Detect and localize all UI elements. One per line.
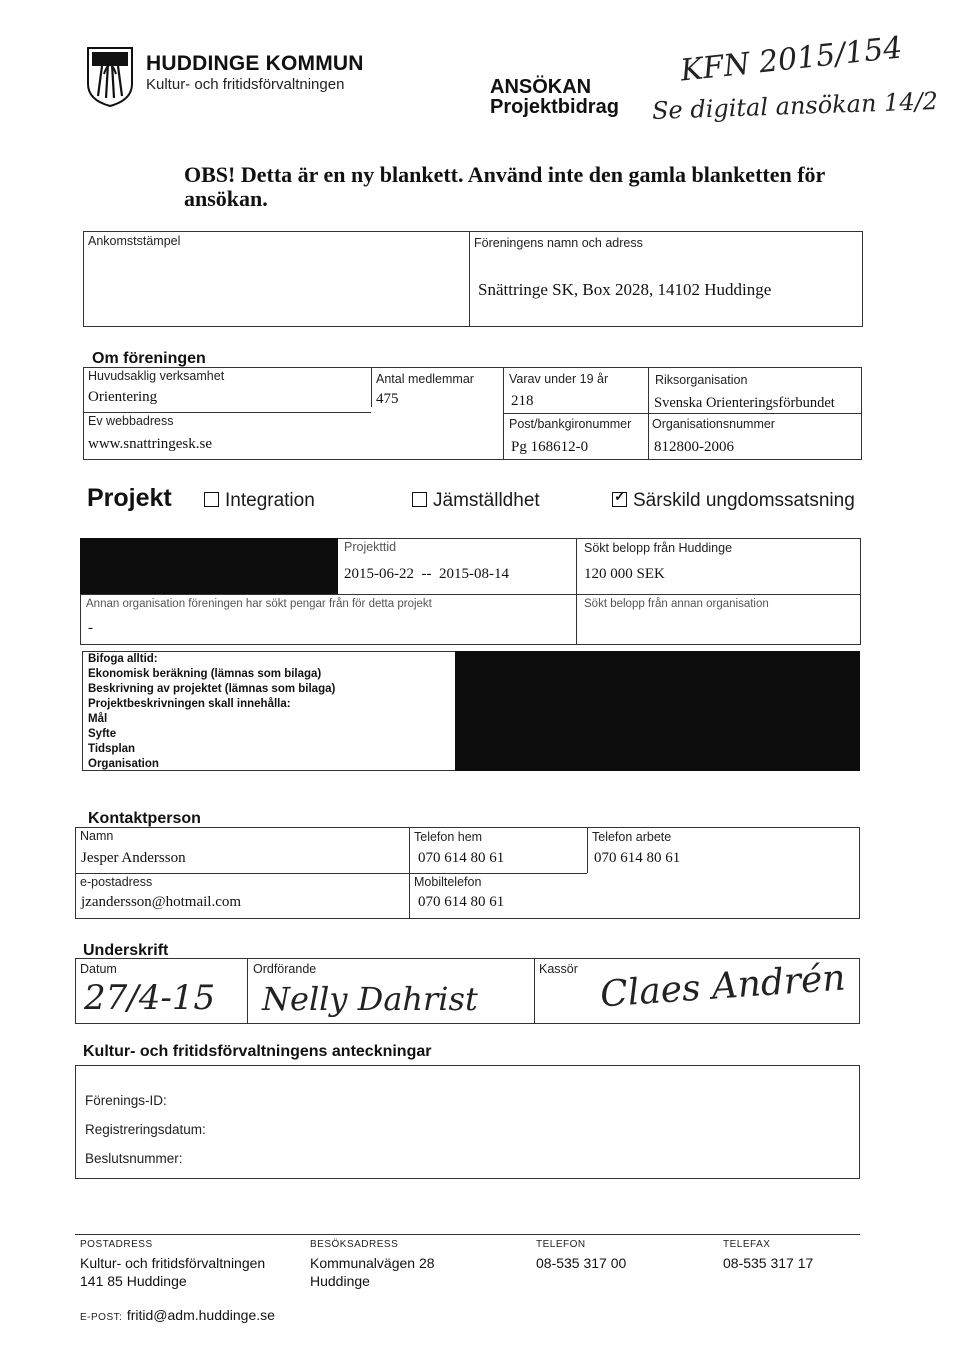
office-section-title: Kultur- och fritidsförvaltningens anteckningar [83, 1043, 432, 1060]
email-label: e-postadress [80, 875, 153, 889]
members-value: 475 [376, 391, 399, 407]
office-field-regdate: Registreringsdatum: [85, 1122, 206, 1137]
option-integration[interactable] [204, 490, 315, 512]
project-time-label: Projekttid [344, 540, 397, 554]
other-org-value: - [88, 620, 93, 636]
attachment-line-3: Beskrivning av projektet (lämnas som bilaga) [88, 683, 336, 695]
chair-signature: Nelly Dahrist [262, 980, 478, 1018]
main-activity-label: Huvudsaklig verksamhet [88, 369, 225, 383]
attachment-line-1: Bifoga alltid: [88, 653, 158, 665]
footer-fax-label: TELEFAX [723, 1239, 771, 1250]
footer-divider [75, 1234, 860, 1235]
office-field-id: Förenings-ID: [85, 1093, 167, 1108]
mobile-value: 070 614 80 61 [418, 894, 505, 910]
youth-label: Särskild ungdomssatsning [633, 490, 855, 511]
footer-phone-value: 08-535 317 00 [536, 1255, 627, 1271]
phone-home-label: Telefon hem [414, 830, 483, 844]
org-subtitle: Kultur- och fritidsförvaltningen [146, 76, 345, 93]
national-org-label: Riksorganisation [655, 373, 748, 387]
under19-value: 218 [511, 393, 534, 409]
footer-visit-label: BESÖKSADRESS [310, 1239, 399, 1250]
signature-section-title: Underskrift [83, 942, 169, 959]
about-section-title: Om föreningen [92, 350, 206, 367]
option-youth[interactable] [612, 490, 855, 512]
equality-checkbox[interactable] [412, 492, 427, 507]
footer-visit-line-2: Huddinge [310, 1273, 370, 1289]
other-amount-label: Sökt belopp från annan organisation [584, 598, 769, 610]
email-value: jzandersson@hotmail.com [81, 894, 242, 910]
phone-home-value: 070 614 80 61 [418, 850, 505, 866]
amount-value: 120 000 SEK [584, 566, 665, 582]
redacted-block-attachments [455, 651, 860, 771]
footer-post-line-2: 141 85 Huddinge [80, 1273, 187, 1289]
handwritten-note: Se digital ansökan 14/2 [651, 87, 939, 125]
stamp-and-association-box [83, 231, 863, 327]
phone-work-value: 070 614 80 61 [594, 850, 681, 866]
attachment-line-7: Tidsplan [88, 743, 136, 755]
association-value: Snättringe SK, Box 2028, 14102 Huddinge [478, 280, 772, 299]
attachment-line-8: Organisation [88, 758, 159, 770]
youth-checkbox[interactable]: ✓ [612, 492, 627, 507]
org-name: HUDDINGE KOMMUN [146, 52, 364, 75]
orgnr-value: 812800-2006 [654, 439, 734, 455]
cashier-label: Kassör [539, 962, 578, 976]
stamp-label: Ankomststämpel [88, 234, 181, 248]
date-value: 27/4-15 [84, 978, 216, 1018]
project-section-title: Projekt [87, 484, 172, 512]
web-value: www.snattringesk.se [88, 436, 213, 452]
contact-section-title: Kontaktperson [88, 810, 201, 827]
giro-value: Pg 168612-0 [511, 439, 589, 455]
handwritten-case-number: KFN 2015/154 [678, 30, 904, 89]
footer-fax-value: 08-535 317 17 [723, 1255, 814, 1271]
attachment-line-6: Syfte [88, 728, 117, 740]
cashier-signature: Claes Andrén [598, 957, 847, 1016]
equality-label: Jämställdhet [433, 490, 540, 511]
contact-name-label: Namn [80, 829, 114, 843]
footer-post-line-1: Kultur- och fritidsförvaltningen [80, 1255, 266, 1271]
main-activity-value: Orientering [88, 389, 158, 405]
doc-title-1: ANSÖKAN [490, 76, 592, 98]
redacted-block-project [80, 538, 338, 594]
office-field-decision: Beslutsnummer: [85, 1151, 183, 1166]
integration-label: Integration [225, 490, 315, 511]
municipality-logo [84, 44, 136, 108]
notice-line-2: ansökan. [184, 186, 268, 211]
members-label: Antal medlemmar [376, 372, 474, 386]
web-label: Ev webbadress [88, 414, 174, 428]
attachment-line-5: Mål [88, 713, 108, 725]
attachment-line-2: Ekonomisk beräkning (lämnas som bilaga) [88, 668, 322, 680]
footer-phone-label: TELEFON [536, 1239, 586, 1250]
attachment-line-4: Projektbeskrivningen skall innehålla: [88, 698, 291, 710]
orgnr-label: Organisationsnummer [652, 417, 775, 431]
national-org-value: Svenska Orienteringsförbundet [654, 395, 835, 411]
other-org-label: Annan organisation föreningen har sökt pengar från för detta projekt [86, 598, 432, 610]
date-label: Datum [80, 962, 117, 976]
giro-label: Post/bankgironummer [509, 417, 632, 431]
attachment-list [88, 652, 335, 772]
doc-title-2: Projektbidrag [490, 96, 619, 118]
footer-post-label: POSTADRESS [80, 1239, 153, 1250]
project-time-value: 2015-06-22 -- 2015-08-14 [344, 566, 509, 582]
footer-email-value: fritid@adm.huddinge.se [126, 1307, 275, 1323]
amount-label: Sökt belopp från Huddinge [584, 541, 733, 555]
chair-label: Ordförande [253, 962, 317, 976]
logo-crest-icon [84, 44, 136, 108]
option-equality[interactable] [412, 490, 540, 512]
phone-work-label: Telefon arbete [592, 830, 672, 844]
footer-visit-line-1: Kommunalvägen 28 [310, 1255, 435, 1271]
footer-email [80, 1307, 275, 1325]
under19-label: Varav under 19 år [509, 372, 609, 386]
integration-checkbox[interactable] [204, 492, 219, 507]
contact-name-value: Jesper Andersson [81, 850, 186, 866]
notice-line-1: OBS! Detta är en ny blankett. Använd inte den gamla blanketten för [184, 162, 826, 187]
footer-email-label: E-POST: [80, 1312, 123, 1323]
mobile-label: Mobiltelefon [414, 875, 482, 889]
association-label: Föreningens namn och adress [474, 236, 643, 250]
